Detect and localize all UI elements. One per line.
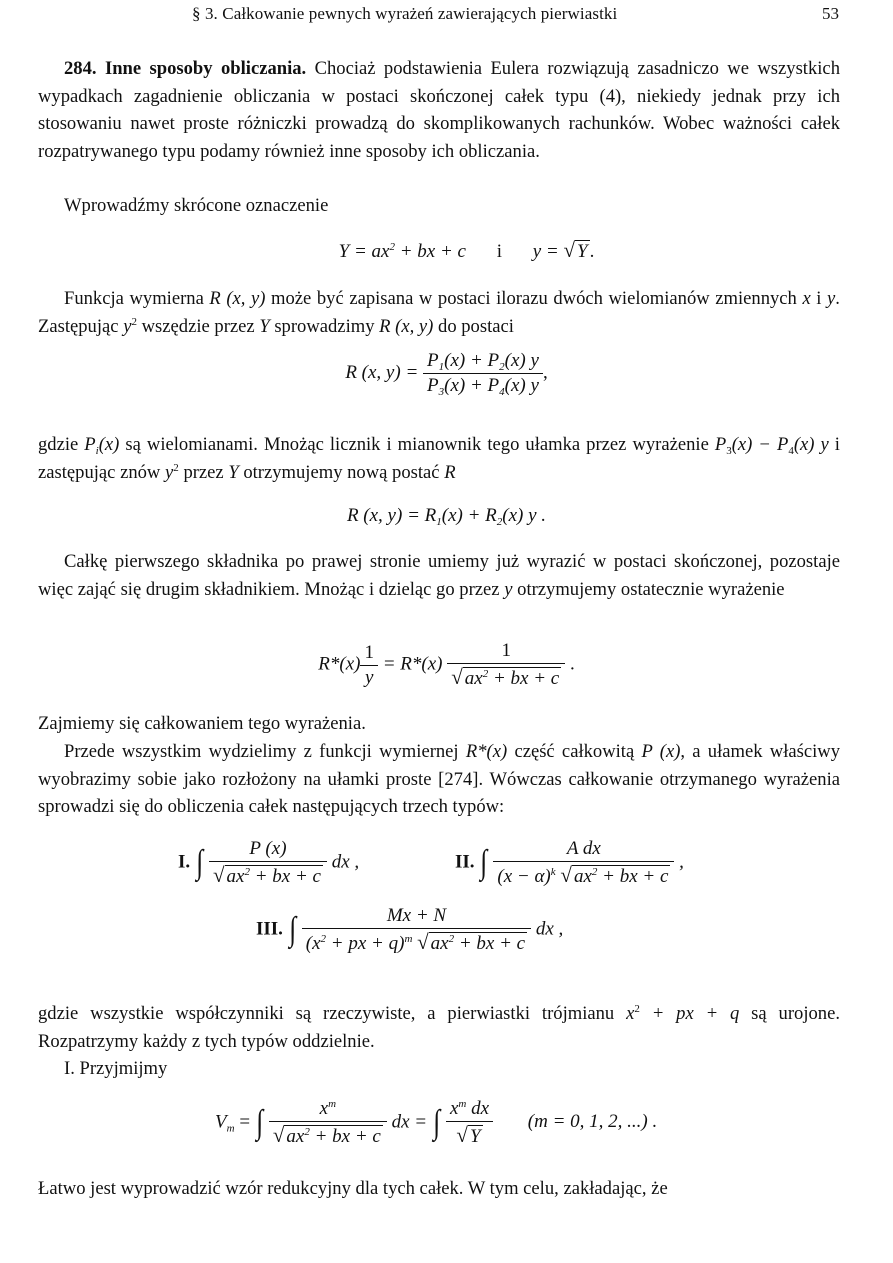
num: P (x)	[249, 838, 287, 859]
math-Y: Y	[259, 315, 270, 337]
t: ax	[464, 668, 483, 689]
text: Całkę pierwszego składnika po prawej stronie umiemy już wyrazić w postaci skończonej, pozostaje więc zająć się drugim składnikiem. Mnożąc i dzieląc go przez	[38, 551, 840, 600]
t: x	[319, 1098, 329, 1119]
den	[447, 663, 565, 690]
tail: dx ,	[535, 918, 564, 940]
fraction	[446, 1098, 493, 1148]
exp: k	[550, 866, 556, 878]
den: y	[360, 665, 378, 689]
exp: 2	[304, 1126, 310, 1138]
intro-text: Chociaż podstawienia Eulera rozwiązują zasadniczo we wszystkich wypadkach zagadnienie obliczania w postaci skończonej całek typu (4), niekiedy jednak przy ich stosowaniu nawet proste różniczki prowadzą do skomplikowanych rachunków. Wobec ważności całek rozpatrywanego typu podamy również inne sposoby ich obliczania.	[38, 58, 840, 162]
math: (x) −	[731, 434, 777, 455]
text: może być zapisana w postaci ilorazu dwóch wielomianów zmiennych	[271, 288, 797, 309]
t: (x) y	[504, 375, 539, 396]
text: otrzymujemy nową postać	[243, 461, 440, 483]
integral-type-II	[455, 838, 684, 888]
sqrt-icon: √	[272, 1123, 285, 1147]
fraction	[423, 350, 543, 397]
s: 2	[496, 516, 503, 528]
paragraph-reduction	[38, 1175, 840, 1203]
t: + bx + c	[454, 933, 526, 954]
t: (x) + R	[441, 505, 497, 526]
label: III.	[256, 918, 283, 940]
math-P: P	[84, 434, 96, 455]
text: Łatwo jest wyprowadzić wzór redukcyjny dla tych całek. W tym celu, zakładając, że	[38, 1178, 668, 1199]
math: Y	[228, 461, 239, 483]
t: R (x, y) = R	[346, 505, 437, 526]
t: V	[215, 1111, 227, 1133]
tail: dx ,	[331, 851, 360, 873]
section-284-intro	[38, 55, 840, 165]
den	[209, 861, 327, 888]
t: P	[487, 350, 500, 371]
exp: 2	[244, 866, 250, 878]
text: sprowadzimy	[274, 315, 375, 337]
radicand	[463, 667, 561, 689]
sqrt	[456, 1123, 482, 1148]
text: otrzymujemy ostatecznie wyrażenie	[517, 578, 785, 600]
num: A dx	[566, 838, 601, 859]
num	[269, 1098, 387, 1121]
t: (x	[305, 933, 321, 954]
integral-icon: ∫	[196, 844, 204, 881]
t: + bx + c	[597, 866, 669, 887]
radicand	[225, 865, 323, 887]
math: y	[504, 578, 513, 600]
label: I.	[178, 851, 191, 873]
den	[446, 1121, 493, 1148]
fraction	[447, 640, 565, 690]
t: =	[234, 1111, 255, 1133]
tail: ,	[679, 851, 684, 873]
t: ax	[226, 866, 245, 887]
integral-type-I	[178, 838, 359, 888]
exp: m	[328, 1098, 337, 1110]
t: dx	[466, 1098, 490, 1119]
t: .	[569, 653, 575, 675]
radicand: Y	[469, 1126, 481, 1147]
t: ax	[430, 933, 449, 954]
t: (x) y .	[502, 505, 547, 526]
text: gdzie	[38, 434, 79, 455]
text: wszędzie przez	[141, 315, 255, 337]
paragraph-case-I	[38, 1055, 840, 1083]
exp: 2	[634, 1003, 640, 1015]
num: 1	[364, 641, 374, 663]
page-number: 53	[822, 4, 839, 23]
equation-Rstar	[0, 640, 893, 690]
exp: 2	[448, 933, 455, 945]
text: . Zastępując	[38, 288, 840, 337]
text: i zastępując znów	[38, 434, 840, 483]
eq2-lhs: R (x, y) =	[345, 361, 424, 383]
s: 3	[438, 386, 445, 398]
text: do postaci	[438, 315, 514, 337]
text: przez	[183, 461, 224, 483]
radicand	[284, 1125, 382, 1147]
s: 2	[499, 361, 505, 373]
sub: 4	[788, 445, 794, 457]
exp: 2	[320, 933, 327, 945]
integral-icon: ∫	[288, 911, 296, 948]
den	[493, 861, 674, 888]
sub: i	[95, 445, 99, 457]
math: x	[626, 1003, 635, 1024]
sqrt-icon: √	[563, 238, 576, 262]
sqrt	[564, 238, 590, 263]
t: ax	[286, 1126, 305, 1147]
math: P	[714, 434, 727, 455]
sqrt-icon: √	[417, 930, 429, 954]
sqrt-icon: √	[560, 863, 572, 887]
math: P	[776, 434, 789, 455]
label: II.	[455, 851, 475, 873]
s: 1	[438, 361, 445, 373]
exp: m	[458, 1098, 467, 1110]
fraction	[302, 905, 531, 955]
den	[302, 928, 531, 955]
exp: m	[404, 933, 413, 945]
eq1-end: .	[589, 241, 595, 262]
math: R*(x)	[465, 741, 508, 762]
equation-R-decomposition	[0, 505, 893, 527]
exp: 2	[173, 461, 179, 474]
t: (x − α)	[497, 866, 551, 887]
t: dx =	[391, 1111, 432, 1133]
chapter-title: § 3. Całkowanie pewnych wyrażeń zawierających pierwiastki	[192, 4, 618, 23]
sqrt	[273, 1123, 383, 1148]
exp: 2	[482, 668, 489, 680]
sub: 3	[726, 445, 732, 457]
text: gdzie wszystkie współczynniki są rzeczywiste, a pierwiastki trójmianu	[38, 1003, 615, 1024]
t: ax	[573, 866, 592, 887]
t: R*(x)	[318, 653, 361, 675]
paragraph-polynomials	[38, 431, 840, 486]
fraction	[269, 1098, 387, 1148]
math: (x) y	[793, 434, 829, 455]
math-x: x	[802, 288, 811, 309]
sqrt	[560, 863, 670, 888]
integral-icon: ∫	[255, 1104, 263, 1141]
num: Mx + N	[386, 905, 447, 926]
math: + px + q	[639, 1003, 740, 1024]
num	[446, 1098, 493, 1121]
text: i	[816, 288, 822, 309]
math: (x)	[98, 434, 120, 455]
t: (x) y	[504, 350, 539, 371]
t: + px + q)	[326, 933, 405, 954]
numerator	[423, 350, 543, 373]
eq1-lhs: Y = ax	[338, 241, 390, 262]
condition: (m = 0, 1, 2, ...) .	[527, 1111, 658, 1133]
math-Rxy: R (x, y)	[379, 315, 434, 337]
sqrt	[451, 665, 561, 690]
t: (x) +	[444, 375, 488, 396]
radicand	[572, 865, 670, 887]
eq1-radicand: Y	[577, 241, 588, 262]
fraction	[360, 642, 378, 689]
sqrt	[213, 863, 323, 888]
notation-text: Wprowadźmy skrócone oznaczenie	[64, 195, 329, 216]
sqrt-icon: √	[212, 863, 225, 887]
running-header	[0, 4, 893, 28]
math: P (x)	[641, 741, 681, 762]
math-y: y	[827, 288, 836, 309]
paragraph-partial-fractions	[38, 738, 840, 821]
section-number: 284.	[64, 58, 97, 79]
paragraph-integrate	[38, 710, 840, 738]
equation-R-fraction	[0, 350, 893, 397]
t: P	[427, 350, 439, 371]
s: m	[226, 1122, 235, 1135]
denominator	[423, 373, 543, 397]
math: y	[165, 461, 174, 483]
exp: 2	[131, 315, 137, 328]
math-y: y	[123, 315, 132, 337]
num: 1	[501, 640, 511, 661]
eq1-rhs: y =	[532, 241, 564, 262]
equation-Y-definition	[0, 238, 893, 263]
eq1-exp: 2	[389, 241, 395, 253]
section-heading: Inne sposoby obliczania.	[104, 58, 307, 79]
sqrt-icon: √	[451, 665, 463, 689]
s: 1	[436, 516, 442, 528]
sqrt-icon: √	[456, 1123, 468, 1147]
paragraph-rational-function	[38, 285, 840, 340]
text: są urojone. Rozpatrzymy każdy z tych typów oddzielnie.	[38, 1003, 840, 1052]
math: R	[444, 461, 456, 483]
t: P	[427, 375, 439, 396]
integral-type-III	[256, 905, 563, 955]
t: + bx + c	[249, 866, 321, 887]
text: są wielomianami. Mnożąc licznik i mianownik tego ułamka przez wyrażenie	[125, 434, 709, 455]
text: Zajmiemy się całkowaniem tego wyrażenia.	[38, 713, 366, 734]
integral-icon: ∫	[433, 1104, 441, 1141]
text: I. Przyjmijmy	[64, 1058, 168, 1079]
eq1-conj: i	[496, 241, 502, 262]
exp: 2	[591, 866, 598, 878]
integral-icon: ∫	[480, 844, 488, 881]
paragraph-coefficients	[38, 1000, 840, 1055]
t: + bx + c	[309, 1126, 381, 1147]
text: , a ułamek właściwy wyobrazimy sobie jako rozłożony na ułamki proste [274]. Wówczas całkowanie otrzymanego wyrażenia sprowadzi się do obliczenia całek następujących trzech typów:	[38, 741, 841, 817]
s: 4	[499, 386, 505, 398]
radicand	[429, 932, 527, 954]
eq1-lhs-rest: + bx + c	[394, 241, 466, 262]
eq2-end: ,	[542, 361, 548, 383]
math-Rxy: R (x, y)	[209, 288, 266, 309]
t: (x) +	[444, 350, 488, 371]
text: Funkcja wymierna	[64, 288, 204, 309]
t: + bx + c	[488, 668, 560, 689]
equation-Vm	[215, 1098, 657, 1148]
sqrt	[417, 930, 527, 955]
text: Przede wszystkim wydzielimy z funkcji wymiernej	[64, 741, 459, 762]
t: x	[449, 1098, 459, 1119]
text: część całkowitą	[514, 741, 635, 762]
t: P	[487, 375, 500, 396]
t: = R*(x)	[377, 653, 443, 675]
den	[269, 1121, 387, 1148]
paragraph-notation	[38, 192, 840, 220]
fraction	[493, 838, 674, 888]
paragraph-first-term	[38, 548, 840, 603]
fraction	[209, 838, 327, 888]
